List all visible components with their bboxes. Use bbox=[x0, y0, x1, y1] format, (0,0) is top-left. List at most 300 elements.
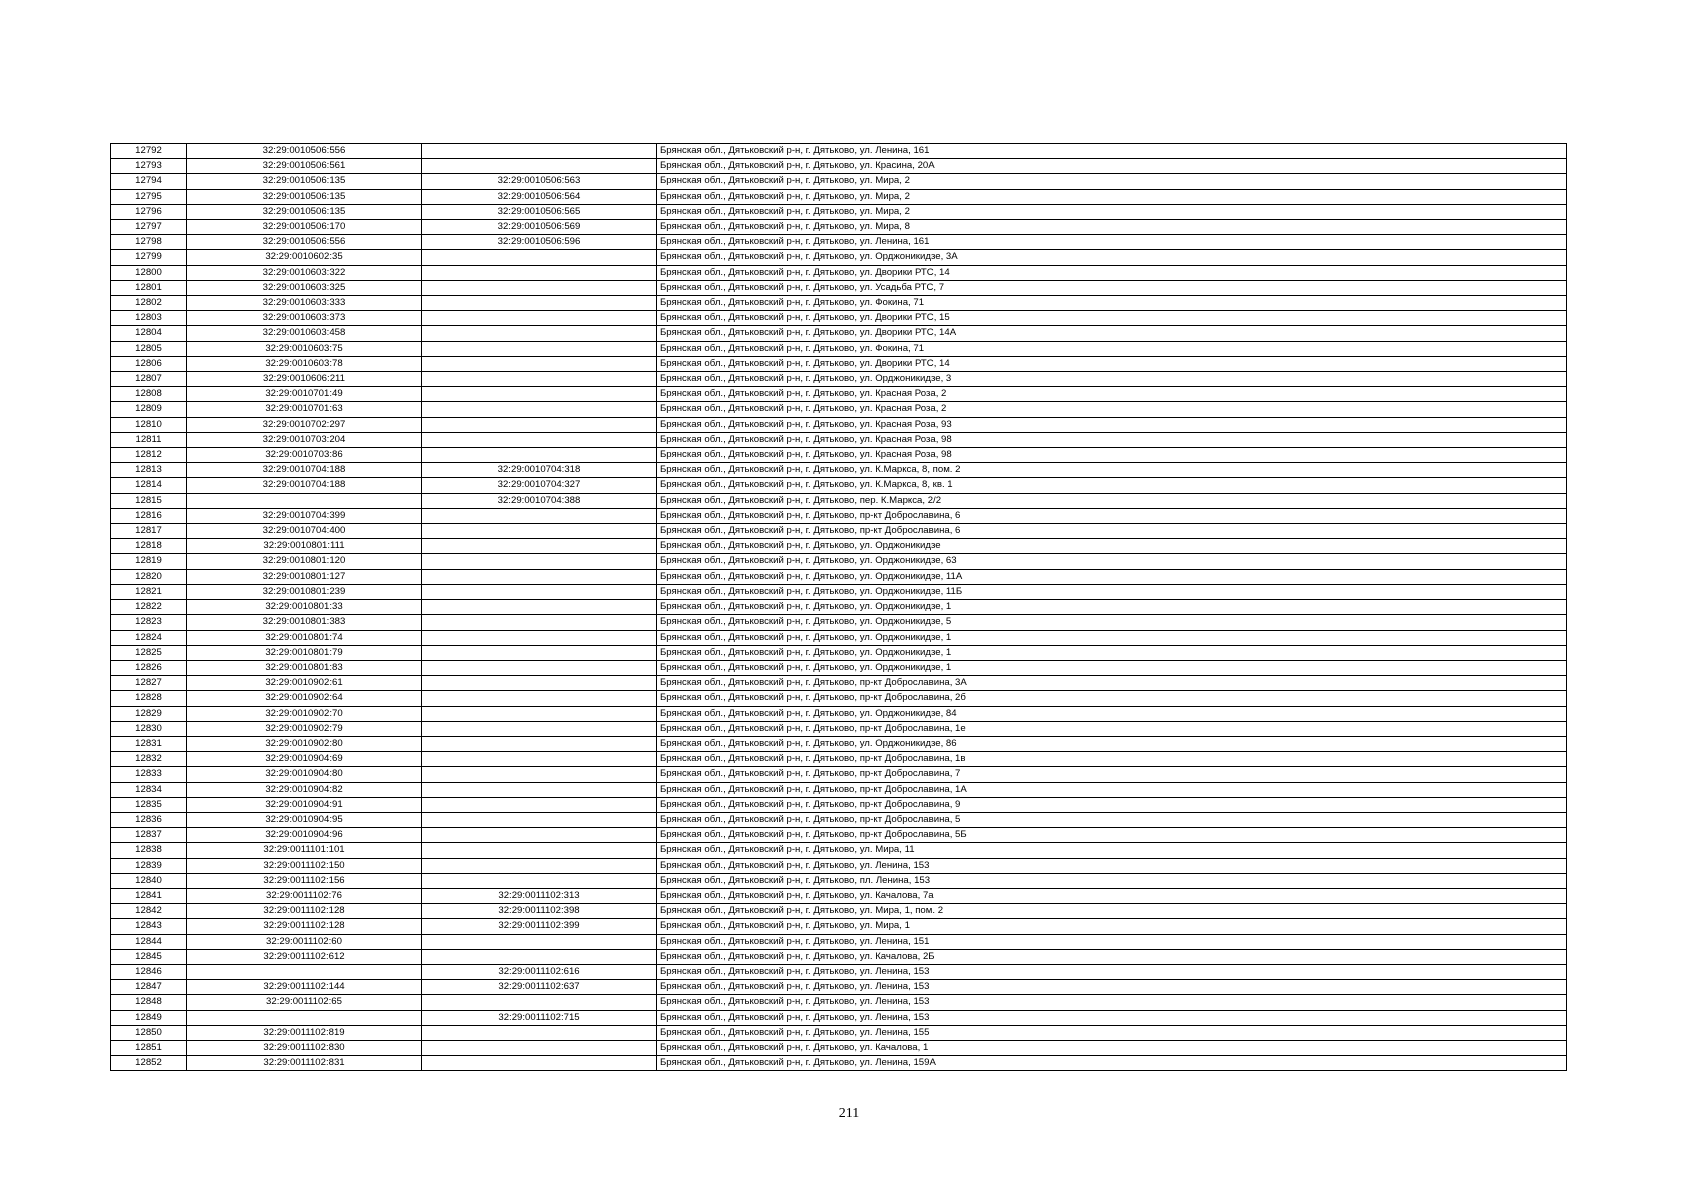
object-cadastral-number-cell bbox=[422, 995, 657, 1010]
table-row bbox=[111, 660, 1567, 675]
table-row bbox=[111, 524, 1567, 539]
cadastral-number-cell: 32:29:0011101:101 bbox=[187, 843, 422, 858]
cadastral-number-cell: 32:29:0011102:612 bbox=[187, 949, 422, 964]
object-cadastral-number-cell bbox=[422, 448, 657, 463]
object-cadastral-number-cell bbox=[422, 645, 657, 660]
object-cadastral-number-cell: 32:29:0011102:398 bbox=[422, 904, 657, 919]
address-cell: Брянская обл., Дятьковский р-н, г. Дятьково, пл. Ленина, 153 bbox=[657, 873, 1567, 888]
table-row bbox=[111, 311, 1567, 326]
address-cell: Брянская обл., Дятьковский р-н, г. Дятьково, ул. Орджоникидзе bbox=[657, 539, 1567, 554]
row-number-cell: 12841 bbox=[111, 888, 187, 903]
object-cadastral-number-cell: 32:29:0010506:564 bbox=[422, 189, 657, 204]
address-cell: Брянская обл., Дятьковский р-н, г. Дятьково, ул. Дворики РТС, 14 bbox=[657, 356, 1567, 371]
address-cell: Брянская обл., Дятьковский р-н, г. Дятьково, ул. Орджоникидзе, 84 bbox=[657, 706, 1567, 721]
address-cell: Брянская обл., Дятьковский р-н, г. Дятьково, ул. Орджоникидзе, 1 bbox=[657, 660, 1567, 675]
address-cell: Брянская обл., Дятьковский р-н, г. Дятьково, ул. Ленина, 151 bbox=[657, 934, 1567, 949]
cadastral-number-cell: 32:29:0010603:75 bbox=[187, 341, 422, 356]
cadastral-number-cell: 32:29:0010701:63 bbox=[187, 402, 422, 417]
object-cadastral-number-cell bbox=[422, 569, 657, 584]
address-cell: Брянская обл., Дятьковский р-н, г. Дятьково, ул. Орджоникидзе, 5 bbox=[657, 615, 1567, 630]
row-number-cell: 12830 bbox=[111, 721, 187, 736]
object-cadastral-number-cell: 32:29:0011102:637 bbox=[422, 980, 657, 995]
object-cadastral-number-cell bbox=[422, 417, 657, 432]
row-number-cell: 12839 bbox=[111, 858, 187, 873]
cadastral-number-cell: 32:29:0010801:111 bbox=[187, 539, 422, 554]
row-number-cell: 12824 bbox=[111, 630, 187, 645]
address-cell: Брянская обл., Дятьковский р-н, г. Дятьково, ул. Ленина, 153 bbox=[657, 1010, 1567, 1025]
cadastral-number-cell: 32:29:0010801:74 bbox=[187, 630, 422, 645]
address-cell: Брянская обл., Дятьковский р-н, г. Дятьково, пр-кт Доброславина, 6 bbox=[657, 508, 1567, 523]
row-number-cell: 12793 bbox=[111, 159, 187, 174]
cadastral-number-cell: 32:29:0010801:120 bbox=[187, 554, 422, 569]
address-cell: Брянская обл., Дятьковский р-н, г. Дятьково, пр-кт Доброславина, 5 bbox=[657, 812, 1567, 827]
row-number-cell: 12799 bbox=[111, 250, 187, 265]
object-cadastral-number-cell: 32:29:0011102:715 bbox=[422, 1010, 657, 1025]
row-number-cell: 12836 bbox=[111, 812, 187, 827]
table-row bbox=[111, 326, 1567, 341]
row-number-cell: 12811 bbox=[111, 432, 187, 447]
object-cadastral-number-cell bbox=[422, 660, 657, 675]
address-cell: Брянская обл., Дятьковский р-н, г. Дятьково, ул. Ленина, 155 bbox=[657, 1025, 1567, 1040]
object-cadastral-number-cell bbox=[422, 372, 657, 387]
object-cadastral-number-cell: 32:29:0011102:616 bbox=[422, 964, 657, 979]
row-number-cell: 12832 bbox=[111, 752, 187, 767]
cadastral-number-cell: 32:29:0011102:128 bbox=[187, 919, 422, 934]
cadastral-number-cell: 32:29:0010506:556 bbox=[187, 235, 422, 250]
cadastral-number-cell: 32:29:0010704:399 bbox=[187, 508, 422, 523]
table-row bbox=[111, 828, 1567, 843]
table-row bbox=[111, 1025, 1567, 1040]
address-cell: Брянская обл., Дятьковский р-н, г. Дятьково, ул. Дворики РТС, 14А bbox=[657, 326, 1567, 341]
address-cell: Брянская обл., Дятьковский р-н, г. Дятьково, ул. Ленина, 153 bbox=[657, 964, 1567, 979]
object-cadastral-number-cell bbox=[422, 539, 657, 554]
address-cell: Брянская обл., Дятьковский р-н, г. Дятьково, пр-кт Доброславина, 1А bbox=[657, 782, 1567, 797]
address-cell: Брянская обл., Дятьковский р-н, г. Дятьково, ул. Ленина, 161 bbox=[657, 235, 1567, 250]
cadastral-number-cell: 32:29:0010904:80 bbox=[187, 767, 422, 782]
address-cell: Брянская обл., Дятьковский р-н, г. Дятьково, ул. Орджоникидзе, 3А bbox=[657, 250, 1567, 265]
object-cadastral-number-cell bbox=[422, 843, 657, 858]
object-cadastral-number-cell bbox=[422, 402, 657, 417]
object-cadastral-number-cell bbox=[422, 341, 657, 356]
table-row bbox=[111, 904, 1567, 919]
row-number-cell: 12814 bbox=[111, 478, 187, 493]
object-cadastral-number-cell bbox=[422, 524, 657, 539]
object-cadastral-number-cell bbox=[422, 752, 657, 767]
object-cadastral-number-cell bbox=[422, 356, 657, 371]
row-number-cell: 12801 bbox=[111, 280, 187, 295]
cadastral-number-cell: 32:29:0011102:60 bbox=[187, 934, 422, 949]
cadastral-number-cell: 32:29:0010506:170 bbox=[187, 220, 422, 235]
object-cadastral-number-cell: 32:29:0010704:388 bbox=[422, 493, 657, 508]
object-cadastral-number-cell bbox=[422, 767, 657, 782]
row-number-cell: 12817 bbox=[111, 524, 187, 539]
row-number-cell: 12840 bbox=[111, 873, 187, 888]
table-row bbox=[111, 159, 1567, 174]
row-number-cell: 12822 bbox=[111, 600, 187, 615]
cadastral-number-cell: 32:29:0010702:297 bbox=[187, 417, 422, 432]
address-cell: Брянская обл., Дятьковский р-н, г. Дятьково, ул. Мира, 1 bbox=[657, 919, 1567, 934]
address-cell: Брянская обл., Дятьковский р-н, г. Дятьково, ул. Мира, 1, пом. 2 bbox=[657, 904, 1567, 919]
row-number-cell: 12796 bbox=[111, 204, 187, 219]
object-cadastral-number-cell bbox=[422, 326, 657, 341]
row-number-cell: 12846 bbox=[111, 964, 187, 979]
table-row bbox=[111, 600, 1567, 615]
row-number-cell: 12794 bbox=[111, 174, 187, 189]
table-row bbox=[111, 995, 1567, 1010]
table-row bbox=[111, 934, 1567, 949]
table-row bbox=[111, 584, 1567, 599]
address-cell: Брянская обл., Дятьковский р-н, г. Дятьково, ул. Красная Роза, 2 bbox=[657, 402, 1567, 417]
object-cadastral-number-cell: 32:29:0011102:399 bbox=[422, 919, 657, 934]
cadastral-number-cell: 32:29:0010701:49 bbox=[187, 387, 422, 402]
table-row bbox=[111, 706, 1567, 721]
table-row bbox=[111, 265, 1567, 280]
address-cell: Брянская обл., Дятьковский р-н, г. Дятьково, ул. Мира, 2 bbox=[657, 174, 1567, 189]
row-number-cell: 12818 bbox=[111, 539, 187, 554]
cadastral-number-cell: 32:29:0010603:322 bbox=[187, 265, 422, 280]
address-cell: Брянская обл., Дятьковский р-н, г. Дятьково, ул. Мира, 2 bbox=[657, 189, 1567, 204]
row-number-cell: 12807 bbox=[111, 372, 187, 387]
address-cell: Брянская обл., Дятьковский р-н, г. Дятьково, пр-кт Доброславина, 3А bbox=[657, 676, 1567, 691]
cadastral-number-cell: 32:29:0010902:80 bbox=[187, 736, 422, 751]
table-row bbox=[111, 296, 1567, 311]
address-cell: Брянская обл., Дятьковский р-н, г. Дятьково, ул. Качалова, 2Б bbox=[657, 949, 1567, 964]
table-row bbox=[111, 1056, 1567, 1071]
cadastral-number-cell: 32:29:0010904:91 bbox=[187, 797, 422, 812]
cadastral-number-cell: 32:29:0010704:188 bbox=[187, 478, 422, 493]
address-cell: Брянская обл., Дятьковский р-н, г. Дятьково, пр-кт Доброславина, 7 bbox=[657, 767, 1567, 782]
cadastral-number-cell: 32:29:0010703:204 bbox=[187, 432, 422, 447]
row-number-cell: 12843 bbox=[111, 919, 187, 934]
row-number-cell: 12821 bbox=[111, 584, 187, 599]
object-cadastral-number-cell bbox=[422, 676, 657, 691]
table-row bbox=[111, 189, 1567, 204]
row-number-cell: 12795 bbox=[111, 189, 187, 204]
page-number: 211 bbox=[838, 1106, 860, 1121]
object-cadastral-number-cell bbox=[422, 782, 657, 797]
cadastral-number-cell: 32:29:0010606:211 bbox=[187, 372, 422, 387]
address-cell: Брянская обл., Дятьковский р-н, г. Дятьково, ул. Ленина, 153 bbox=[657, 995, 1567, 1010]
table-row bbox=[111, 782, 1567, 797]
table-row bbox=[111, 736, 1567, 751]
object-cadastral-number-cell bbox=[422, 1025, 657, 1040]
cadastral-number-cell: 32:29:0010904:82 bbox=[187, 782, 422, 797]
object-cadastral-number-cell bbox=[422, 615, 657, 630]
cadastral-number-cell: 32:29:0010704:400 bbox=[187, 524, 422, 539]
table-row bbox=[111, 356, 1567, 371]
registry-table bbox=[110, 143, 1567, 1071]
address-cell: Брянская обл., Дятьковский р-н, г. Дятьково, ул. Фокина, 71 bbox=[657, 341, 1567, 356]
table-row bbox=[111, 250, 1567, 265]
row-number-cell: 12820 bbox=[111, 569, 187, 584]
cadastral-number-cell: 32:29:0010904:69 bbox=[187, 752, 422, 767]
address-cell: Брянская обл., Дятьковский р-н, г. Дятьково, пер. К.Маркса, 2/2 bbox=[657, 493, 1567, 508]
object-cadastral-number-cell: 32:29:0010704:327 bbox=[422, 478, 657, 493]
table-row bbox=[111, 797, 1567, 812]
object-cadastral-number-cell bbox=[422, 311, 657, 326]
table-row bbox=[111, 508, 1567, 523]
cadastral-number-cell: 32:29:0010703:86 bbox=[187, 448, 422, 463]
object-cadastral-number-cell bbox=[422, 858, 657, 873]
object-cadastral-number-cell bbox=[422, 949, 657, 964]
object-cadastral-number-cell: 32:29:0010704:318 bbox=[422, 463, 657, 478]
cadastral-number-cell: 32:29:0010506:135 bbox=[187, 174, 422, 189]
table-row bbox=[111, 949, 1567, 964]
address-cell: Брянская обл., Дятьковский р-н, г. Дятьково, ул. Орджоникидзе, 3 bbox=[657, 372, 1567, 387]
address-cell: Брянская обл., Дятьковский р-н, г. Дятьково, ул. Мира, 11 bbox=[657, 843, 1567, 858]
cadastral-number-cell: 32:29:0010704:188 bbox=[187, 463, 422, 478]
row-number-cell: 12812 bbox=[111, 448, 187, 463]
address-cell: Брянская обл., Дятьковский р-н, г. Дятьково, ул. Орджоникидзе, 1 bbox=[657, 600, 1567, 615]
table-row bbox=[111, 645, 1567, 660]
object-cadastral-number-cell: 32:29:0010506:596 bbox=[422, 235, 657, 250]
address-cell: Брянская обл., Дятьковский р-н, г. Дятьково, ул. Орджоникидзе, 63 bbox=[657, 554, 1567, 569]
row-number-cell: 12804 bbox=[111, 326, 187, 341]
table-row bbox=[111, 204, 1567, 219]
object-cadastral-number-cell: 32:29:0010506:565 bbox=[422, 204, 657, 219]
address-cell: Брянская обл., Дятьковский р-н, г. Дятьково, ул. Мира, 2 bbox=[657, 204, 1567, 219]
address-cell: Брянская обл., Дятьковский р-н, г. Дятьково, ул. Орджоникидзе, 1 bbox=[657, 645, 1567, 660]
address-cell: Брянская обл., Дятьковский р-н, г. Дятьково, пр-кт Доброславина, 6 bbox=[657, 524, 1567, 539]
object-cadastral-number-cell: 32:29:0011102:313 bbox=[422, 888, 657, 903]
row-number-cell: 12852 bbox=[111, 1056, 187, 1071]
row-number-cell: 12810 bbox=[111, 417, 187, 432]
row-number-cell: 12802 bbox=[111, 296, 187, 311]
table-row bbox=[111, 387, 1567, 402]
table-row bbox=[111, 448, 1567, 463]
object-cadastral-number-cell bbox=[422, 1056, 657, 1071]
table-row bbox=[111, 630, 1567, 645]
table-row bbox=[111, 888, 1567, 903]
cadastral-number-cell: 32:29:0010603:373 bbox=[187, 311, 422, 326]
address-cell: Брянская обл., Дятьковский р-н, г. Дятьково, пр-кт Доброславина, 9 bbox=[657, 797, 1567, 812]
table-row bbox=[111, 493, 1567, 508]
table-row bbox=[111, 220, 1567, 235]
object-cadastral-number-cell bbox=[422, 280, 657, 295]
cadastral-number-cell: 32:29:0010902:79 bbox=[187, 721, 422, 736]
cadastral-number-cell: 32:29:0011102:830 bbox=[187, 1040, 422, 1055]
cadastral-number-cell bbox=[187, 1010, 422, 1025]
table-row bbox=[111, 174, 1567, 189]
table-row bbox=[111, 752, 1567, 767]
table-row bbox=[111, 402, 1567, 417]
registry-table-body bbox=[111, 144, 1567, 1071]
object-cadastral-number-cell bbox=[422, 691, 657, 706]
address-cell: Брянская обл., Дятьковский р-н, г. Дятьково, ул. Ленина, 159А bbox=[657, 1056, 1567, 1071]
object-cadastral-number-cell bbox=[422, 873, 657, 888]
object-cadastral-number-cell bbox=[422, 387, 657, 402]
address-cell: Брянская обл., Дятьковский р-н, г. Дятьково, пр-кт Доброславина, 2б bbox=[657, 691, 1567, 706]
cadastral-number-cell: 32:29:0010801:239 bbox=[187, 584, 422, 599]
row-number-cell: 12828 bbox=[111, 691, 187, 706]
cadastral-number-cell: 32:29:0010506:556 bbox=[187, 144, 422, 159]
row-number-cell: 12849 bbox=[111, 1010, 187, 1025]
address-cell: Брянская обл., Дятьковский р-н, г. Дятьково, ул. Ленина, 153 bbox=[657, 858, 1567, 873]
address-cell: Брянская обл., Дятьковский р-н, г. Дятьково, ул. Мира, 8 bbox=[657, 220, 1567, 235]
row-number-cell: 12834 bbox=[111, 782, 187, 797]
row-number-cell: 12798 bbox=[111, 235, 187, 250]
cadastral-number-cell: 32:29:0010506:561 bbox=[187, 159, 422, 174]
object-cadastral-number-cell bbox=[422, 600, 657, 615]
cadastral-number-cell: 32:29:0010506:135 bbox=[187, 204, 422, 219]
address-cell: Брянская обл., Дятьковский р-н, г. Дятьково, ул. Красная Роза, 2 bbox=[657, 387, 1567, 402]
address-cell: Брянская обл., Дятьковский р-н, г. Дятьково, ул. Фокина, 71 bbox=[657, 296, 1567, 311]
cadastral-number-cell: 32:29:0010801:127 bbox=[187, 569, 422, 584]
object-cadastral-number-cell bbox=[422, 934, 657, 949]
row-number-cell: 12844 bbox=[111, 934, 187, 949]
address-cell: Брянская обл., Дятьковский р-н, г. Дятьково, пр-кт Доброславина, 1е bbox=[657, 721, 1567, 736]
table-row bbox=[111, 858, 1567, 873]
row-number-cell: 12842 bbox=[111, 904, 187, 919]
table-row bbox=[111, 235, 1567, 250]
cadastral-number-cell: 32:29:0010506:135 bbox=[187, 189, 422, 204]
address-cell: Брянская обл., Дятьковский р-н, г. Дятьково, ул. Орджоникидзе, 11Б bbox=[657, 584, 1567, 599]
row-number-cell: 12819 bbox=[111, 554, 187, 569]
address-cell: Брянская обл., Дятьковский р-н, г. Дятьково, ул. Качалова, 1 bbox=[657, 1040, 1567, 1055]
object-cadastral-number-cell bbox=[422, 812, 657, 827]
object-cadastral-number-cell bbox=[422, 706, 657, 721]
table-row bbox=[111, 964, 1567, 979]
cadastral-number-cell: 32:29:0011102:65 bbox=[187, 995, 422, 1010]
cadastral-number-cell: 32:29:0010603:78 bbox=[187, 356, 422, 371]
table-row bbox=[111, 721, 1567, 736]
object-cadastral-number-cell bbox=[422, 630, 657, 645]
cadastral-number-cell: 32:29:0010603:333 bbox=[187, 296, 422, 311]
cadastral-number-cell: 32:29:0010603:458 bbox=[187, 326, 422, 341]
row-number-cell: 12809 bbox=[111, 402, 187, 417]
row-number-cell: 12800 bbox=[111, 265, 187, 280]
object-cadastral-number-cell bbox=[422, 584, 657, 599]
address-cell: Брянская обл., Дятьковский р-н, г. Дятьково, ул. Орджоникидзе, 1 bbox=[657, 630, 1567, 645]
cadastral-number-cell bbox=[187, 964, 422, 979]
row-number-cell: 12823 bbox=[111, 615, 187, 630]
object-cadastral-number-cell bbox=[422, 250, 657, 265]
table-row bbox=[111, 767, 1567, 782]
object-cadastral-number-cell: 32:29:0010506:569 bbox=[422, 220, 657, 235]
cadastral-number-cell: 32:29:0011102:819 bbox=[187, 1025, 422, 1040]
object-cadastral-number-cell bbox=[422, 296, 657, 311]
object-cadastral-number-cell bbox=[422, 265, 657, 280]
table-row bbox=[111, 615, 1567, 630]
table-row bbox=[111, 919, 1567, 934]
cadastral-number-cell: 32:29:0010904:95 bbox=[187, 812, 422, 827]
object-cadastral-number-cell bbox=[422, 828, 657, 843]
table-row bbox=[111, 1040, 1567, 1055]
table-row bbox=[111, 812, 1567, 827]
cadastral-number-cell: 32:29:0010902:64 bbox=[187, 691, 422, 706]
row-number-cell: 12826 bbox=[111, 660, 187, 675]
table-row bbox=[111, 539, 1567, 554]
cadastral-number-cell: 32:29:0010603:325 bbox=[187, 280, 422, 295]
row-number-cell: 12792 bbox=[111, 144, 187, 159]
row-number-cell: 12845 bbox=[111, 949, 187, 964]
address-cell: Брянская обл., Дятьковский р-н, г. Дятьково, ул. Ленина, 153 bbox=[657, 980, 1567, 995]
address-cell: Брянская обл., Дятьковский р-н, г. Дятьково, ул. Красная Роза, 93 bbox=[657, 417, 1567, 432]
table-row bbox=[111, 372, 1567, 387]
row-number-cell: 12816 bbox=[111, 508, 187, 523]
cadastral-number-cell: 32:29:0010801:79 bbox=[187, 645, 422, 660]
address-cell: Брянская обл., Дятьковский р-н, г. Дятьково, ул. Красина, 20А bbox=[657, 159, 1567, 174]
row-number-cell: 12805 bbox=[111, 341, 187, 356]
table-row bbox=[111, 341, 1567, 356]
object-cadastral-number-cell bbox=[422, 508, 657, 523]
table-row bbox=[111, 691, 1567, 706]
address-cell: Брянская обл., Дятьковский р-н, г. Дятьково, пр-кт Доброславина, 5Б bbox=[657, 828, 1567, 843]
cadastral-number-cell: 32:29:0010801:33 bbox=[187, 600, 422, 615]
object-cadastral-number-cell bbox=[422, 721, 657, 736]
object-cadastral-number-cell: 32:29:0010506:563 bbox=[422, 174, 657, 189]
address-cell: Брянская обл., Дятьковский р-н, г. Дятьково, ул. Красная Роза, 98 bbox=[657, 448, 1567, 463]
row-number-cell: 12835 bbox=[111, 797, 187, 812]
row-number-cell: 12825 bbox=[111, 645, 187, 660]
row-number-cell: 12837 bbox=[111, 828, 187, 843]
row-number-cell: 12813 bbox=[111, 463, 187, 478]
cadastral-number-cell: 32:29:0011102:76 bbox=[187, 888, 422, 903]
table-row bbox=[111, 1010, 1567, 1025]
cadastral-number-cell: 32:29:0010902:61 bbox=[187, 676, 422, 691]
row-number-cell: 12833 bbox=[111, 767, 187, 782]
cadastral-number-cell bbox=[187, 493, 422, 508]
cadastral-number-cell: 32:29:0010602:35 bbox=[187, 250, 422, 265]
object-cadastral-number-cell bbox=[422, 159, 657, 174]
table-row bbox=[111, 980, 1567, 995]
cadastral-number-cell: 32:29:0010902:70 bbox=[187, 706, 422, 721]
table-row bbox=[111, 554, 1567, 569]
cadastral-number-cell: 32:29:0011102:144 bbox=[187, 980, 422, 995]
cadastral-number-cell: 32:29:0010801:383 bbox=[187, 615, 422, 630]
object-cadastral-number-cell bbox=[422, 797, 657, 812]
table-row bbox=[111, 478, 1567, 493]
cadastral-number-cell: 32:29:0010904:96 bbox=[187, 828, 422, 843]
address-cell: Брянская обл., Дятьковский р-н, г. Дятьково, ул. Усадьба РТС, 7 bbox=[657, 280, 1567, 295]
table-row bbox=[111, 280, 1567, 295]
object-cadastral-number-cell bbox=[422, 144, 657, 159]
address-cell: Брянская обл., Дятьковский р-н, г. Дятьково, ул. К.Маркса, 8, пом. 2 bbox=[657, 463, 1567, 478]
row-number-cell: 12851 bbox=[111, 1040, 187, 1055]
row-number-cell: 12803 bbox=[111, 311, 187, 326]
cadastral-number-cell: 32:29:0010801:83 bbox=[187, 660, 422, 675]
row-number-cell: 12806 bbox=[111, 356, 187, 371]
row-number-cell: 12831 bbox=[111, 736, 187, 751]
table-row bbox=[111, 676, 1567, 691]
address-cell: Брянская обл., Дятьковский р-н, г. Дятьково, ул. Дворики РТС, 14 bbox=[657, 265, 1567, 280]
row-number-cell: 12815 bbox=[111, 493, 187, 508]
table-row bbox=[111, 417, 1567, 432]
row-number-cell: 12847 bbox=[111, 980, 187, 995]
table-row bbox=[111, 463, 1567, 478]
table-row bbox=[111, 144, 1567, 159]
cadastral-number-cell: 32:29:0011102:150 bbox=[187, 858, 422, 873]
table-row bbox=[111, 843, 1567, 858]
row-number-cell: 12827 bbox=[111, 676, 187, 691]
cadastral-number-cell: 32:29:0011102:128 bbox=[187, 904, 422, 919]
address-cell: Брянская обл., Дятьковский р-н, г. Дятьково, ул. Орджоникидзе, 11А bbox=[657, 569, 1567, 584]
address-cell: Брянская обл., Дятьковский р-н, г. Дятьково, ул. Красная Роза, 98 bbox=[657, 432, 1567, 447]
address-cell: Брянская обл., Дятьковский р-н, г. Дятьково, ул. Дворики РТС, 15 bbox=[657, 311, 1567, 326]
row-number-cell: 12808 bbox=[111, 387, 187, 402]
cadastral-number-cell: 32:29:0011102:156 bbox=[187, 873, 422, 888]
row-number-cell: 12797 bbox=[111, 220, 187, 235]
cadastral-number-cell: 32:29:0011102:831 bbox=[187, 1056, 422, 1071]
address-cell: Брянская обл., Дятьковский р-н, г. Дятьково, ул. Качалова, 7а bbox=[657, 888, 1567, 903]
row-number-cell: 12838 bbox=[111, 843, 187, 858]
address-cell: Брянская обл., Дятьковский р-н, г. Дятьково, пр-кт Доброславина, 1в bbox=[657, 752, 1567, 767]
row-number-cell: 12848 bbox=[111, 995, 187, 1010]
table-row bbox=[111, 873, 1567, 888]
object-cadastral-number-cell bbox=[422, 1040, 657, 1055]
table-row bbox=[111, 432, 1567, 447]
table-row bbox=[111, 569, 1567, 584]
